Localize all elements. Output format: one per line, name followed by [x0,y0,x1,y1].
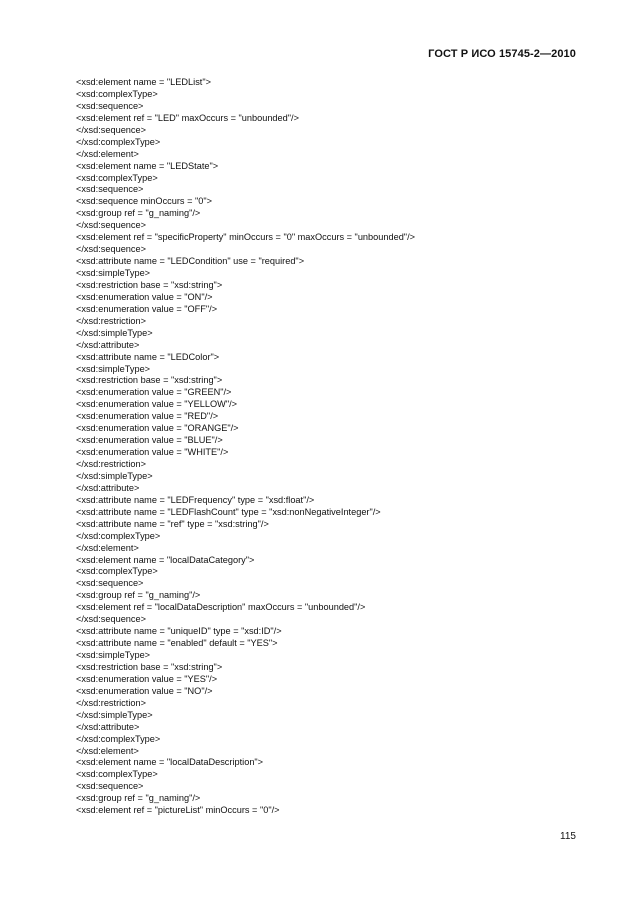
code-line: <xsd:enumeration value = "ON"/> [76,291,213,302]
code-line: <xsd:attribute name = "LEDColor"> [76,351,220,362]
code-line: <xsd:restriction base = "xsd:string"> [76,375,223,386]
code-line: <xsd:attribute name = "uniqueID" type = "xsd:ID"/> [76,626,282,637]
code-line: <xsd:enumeration value = "NO"/> [76,685,213,696]
code-line: <xsd:enumeration value = "RED"/> [76,411,219,422]
code-line: <xsd:element name = "LEDList"> [76,77,211,87]
code-line: </xsd:attribute> [76,721,140,732]
code-line: <xsd:sequence> [76,184,144,195]
code-line: <xsd:group ref = "g_naming"/> [76,590,201,601]
code-line: <xsd:element name = "localDataDescription"> [76,757,264,768]
code-line: <xsd:enumeration value = "YES"/> [76,673,218,684]
document-standard-code: ГОСТ Р ИСО 15745-2—2010 [428,48,576,60]
code-line: <xsd:complexType> [76,172,158,183]
xsd-code-listing [76,77,576,817]
code-line: <xsd:enumeration value = "WHITE"/> [76,447,229,458]
page-number: 115 [560,831,576,842]
code-line: <xsd:sequence> [76,781,144,792]
code-line: <xsd:attribute name = "LEDCondition" use = "required"> [76,256,305,267]
code-line: </xsd:simpleType> [76,470,153,481]
code-line: <xsd:sequence minOccurs = "0"> [76,196,212,207]
code-line: <xsd:element ref = "localDataDescription" maxOccurs = "unbounded"/> [76,602,366,613]
code-line: <xsd:enumeration value = "BLUE"/> [76,435,223,446]
code-line: <xsd:element ref = "LED" maxOccurs = "unbounded"/> [76,112,299,123]
code-line: <xsd:simpleType> [76,650,151,660]
code-line: </xsd:restriction> [76,315,146,326]
code-line: </xsd:element> [76,745,139,756]
code-line: <xsd:sequence> [76,578,144,589]
code-line: <xsd:attribute name = "LEDFlashCount" type = "xsd:nonNegativeInteger"/> [76,506,381,517]
code-line: <xsd:complexType> [76,566,158,577]
code-line: <xsd:enumeration value = "OFF"/> [76,303,218,314]
code-line: <xsd:restriction base = "xsd:string"> [76,279,223,290]
code-line: <xsd:enumeration value = "GREEN"/> [76,387,232,398]
code-line: </xsd:element> [76,542,139,553]
code-line: <xsd:attribute name = "LEDFrequency" type = "xsd:float"/> [76,494,315,505]
code-line: </xsd:attribute> [76,339,140,350]
code-line: <xsd:element name = "LEDState"> [76,160,219,171]
code-line: <xsd:sequence> [76,100,144,111]
code-line: <xsd:enumeration value = "ORANGE"/> [76,423,239,434]
code-line: <xsd:group ref = "g_naming"/> [76,793,201,804]
code-line: <xsd:group ref = "g_naming"/> [76,208,201,219]
code-line: <xsd:complexType> [76,88,158,99]
code-line: </xsd:complexType> [76,733,161,744]
code-line: </xsd:sequence> [76,614,146,625]
code-line: </xsd:simpleType> [76,327,153,338]
code-line: </xsd:sequence> [76,244,146,255]
code-line: </xsd:sequence> [76,124,146,135]
code-line: <xsd:enumeration value = "YELLOW"/> [76,399,238,410]
code-line: </xsd:complexType> [76,136,161,147]
code-line: <xsd:restriction base = "xsd:string"> [76,661,223,672]
code-line: <xsd:simpleType> [76,268,151,278]
code-line: </xsd:sequence> [76,220,146,231]
code-line: <xsd:complexType> [76,769,158,780]
code-line: </xsd:attribute> [76,482,140,493]
code-line: </xsd:simpleType> [76,709,153,720]
code-line: <xsd:attribute name = "enabled" default = "YES"> [76,638,278,649]
code-line: <xsd:element ref = "pictureList" minOccurs = "0"/> [76,805,280,816]
code-line: <xsd:element name = "localDataCategory"> [76,554,255,565]
code-line: </xsd:complexType> [76,530,161,541]
code-line: <xsd:element ref = "specificProperty" minOccurs = "0" maxOccurs = "unbounded"/> [76,232,415,243]
code-line: <xsd:attribute name = "ref" type = "xsd:string"/> [76,518,269,529]
code-line: <xsd:simpleType> [76,363,151,374]
code-line: </xsd:restriction> [76,459,146,469]
code-line: </xsd:element> [76,148,139,159]
code-line: </xsd:restriction> [76,697,146,708]
